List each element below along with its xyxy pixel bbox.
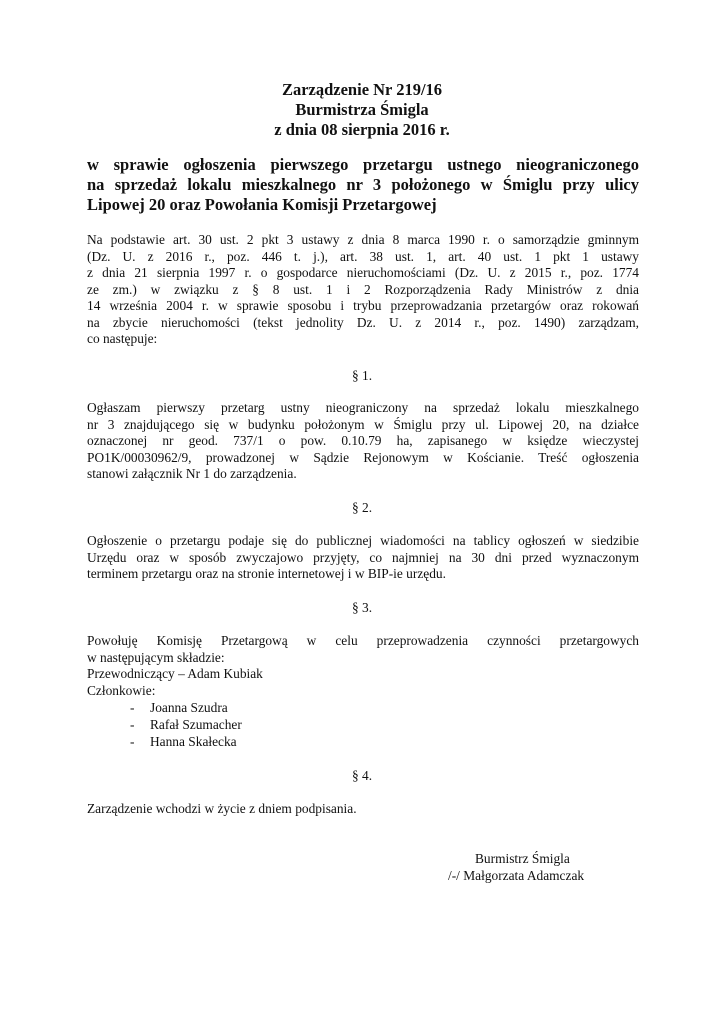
committee-chair: Przewodniczący – Adam Kubiak xyxy=(87,666,263,681)
section-2-line: Urzędu oraz w sposób zwyczajowo przyjęty, co najmniej na 30 dni przed wyznaczonym xyxy=(87,549,639,565)
list-dash: - xyxy=(130,734,135,749)
section-1-line: Ogłaszam pierwszy przetarg ustny nieograniczony na sprzedaż lokalu mieszkalnego xyxy=(87,400,639,415)
section-3-line: Powołuję Komisję Przetargową w celu przeprowadzenia czynności przetargowych xyxy=(87,633,639,648)
section-4-mark: § 4. xyxy=(351,768,373,783)
ordinance-subject xyxy=(87,155,639,215)
section-2-line: Ogłoszenie o przetargu podaje się do publicznej wiadomości na tablicy ogłoszeń w siedzibie xyxy=(87,533,639,548)
section-1-line: oznaczonej nr geod. 737/1 o pow. 0.10.79 ha, zapisanego w księdze wieczystej xyxy=(87,433,639,448)
preamble-line: na zbycie nieruchomości (tekst jednolity Dz. U. z 2014 r., poz. 1490) zarządzam, xyxy=(87,314,639,330)
section-2-line: terminem przetargu oraz na stronie internetowej i w BIP-ie urzędu. xyxy=(87,566,446,581)
member-name: Hanna Skałecka xyxy=(150,734,237,749)
list-dash: - xyxy=(130,700,135,715)
ordinance-number: Zarządzenie Nr 219/16 xyxy=(281,80,443,99)
signature-title: Burmistrz Śmigla xyxy=(475,851,570,866)
ordinance-issuer: Burmistrza Śmigla xyxy=(295,100,429,119)
preamble-line: 14 września 2004 r. w sprawie sposobu i trybu przeprowadzania przetargów oraz rokowań xyxy=(87,298,639,313)
subject-line: Lipowej 20 oraz Powołania Komisji Przetargowej xyxy=(87,195,437,214)
preamble-paragraph xyxy=(87,232,639,348)
section-4-text: Zarządzenie wchodzi w życie z dniem podpisania. xyxy=(87,801,357,816)
member-name: Rafał Szumacher xyxy=(150,717,242,732)
signature-name: /-/ Małgorzata Adamczak xyxy=(448,867,585,883)
section-3-line: w następującym składzie: xyxy=(87,649,225,665)
member-name: Joanna Szudra xyxy=(150,700,228,715)
document-header xyxy=(0,80,724,140)
committee-member xyxy=(130,700,228,717)
section-3-paragraph xyxy=(87,633,639,666)
committee-member xyxy=(130,717,242,734)
section-3-mark: § 3. xyxy=(351,600,373,615)
preamble-line: co następuje: xyxy=(87,331,158,346)
subject-line: w sprawie ogłoszenia pierwszego przetargu ustnego nieograniczonego xyxy=(87,155,639,174)
preamble-line: z dnia 21 sierpnia 1997 r. o gospodarce nieruchomościami (Dz. U. z 2015 r., poz. 1774 xyxy=(87,265,639,280)
section-1-line: nr 3 znajdującego się w budynku położonym w Śmiglu przy ul. Lipowej 20, na działce xyxy=(87,416,639,432)
preamble-line: ze zm.) w związku z § 8 ust. 1 i 2 Rozporządzenia Rady Ministrów z dnia xyxy=(87,281,639,297)
preamble-line: (Dz. U. z 2016 r., poz. 446 t. j.), art. 38 ust. 1, art. 40 ust. 1 pkt 1 ustawy xyxy=(87,248,639,264)
list-dash: - xyxy=(130,717,135,732)
section-1-line: PO1K/00030962/9, prowadzonej w Sądzie Rejonowym w Kościanie. Treść ogłoszenia xyxy=(87,449,639,465)
subject-line: na sprzedaż lokalu mieszkalnego nr 3 położonego w Śmiglu przy ulicy xyxy=(87,175,639,194)
section-2-paragraph xyxy=(87,533,639,583)
section-2-mark: § 2. xyxy=(351,500,373,515)
section-1-mark: § 1. xyxy=(351,368,373,383)
section-1-paragraph xyxy=(87,400,639,483)
committee-members-label: Członkowie: xyxy=(87,683,156,698)
committee-member xyxy=(130,734,237,751)
section-1-line: stanowi załącznik Nr 1 do zarządzenia. xyxy=(87,466,297,481)
ordinance-date: z dnia 08 sierpnia 2016 r. xyxy=(274,120,450,139)
signature-block xyxy=(448,851,648,884)
preamble-line: Na podstawie art. 30 ust. 2 pkt 3 ustawy z dnia 8 marca 1990 r. o samorządzie gminnym xyxy=(87,232,639,247)
